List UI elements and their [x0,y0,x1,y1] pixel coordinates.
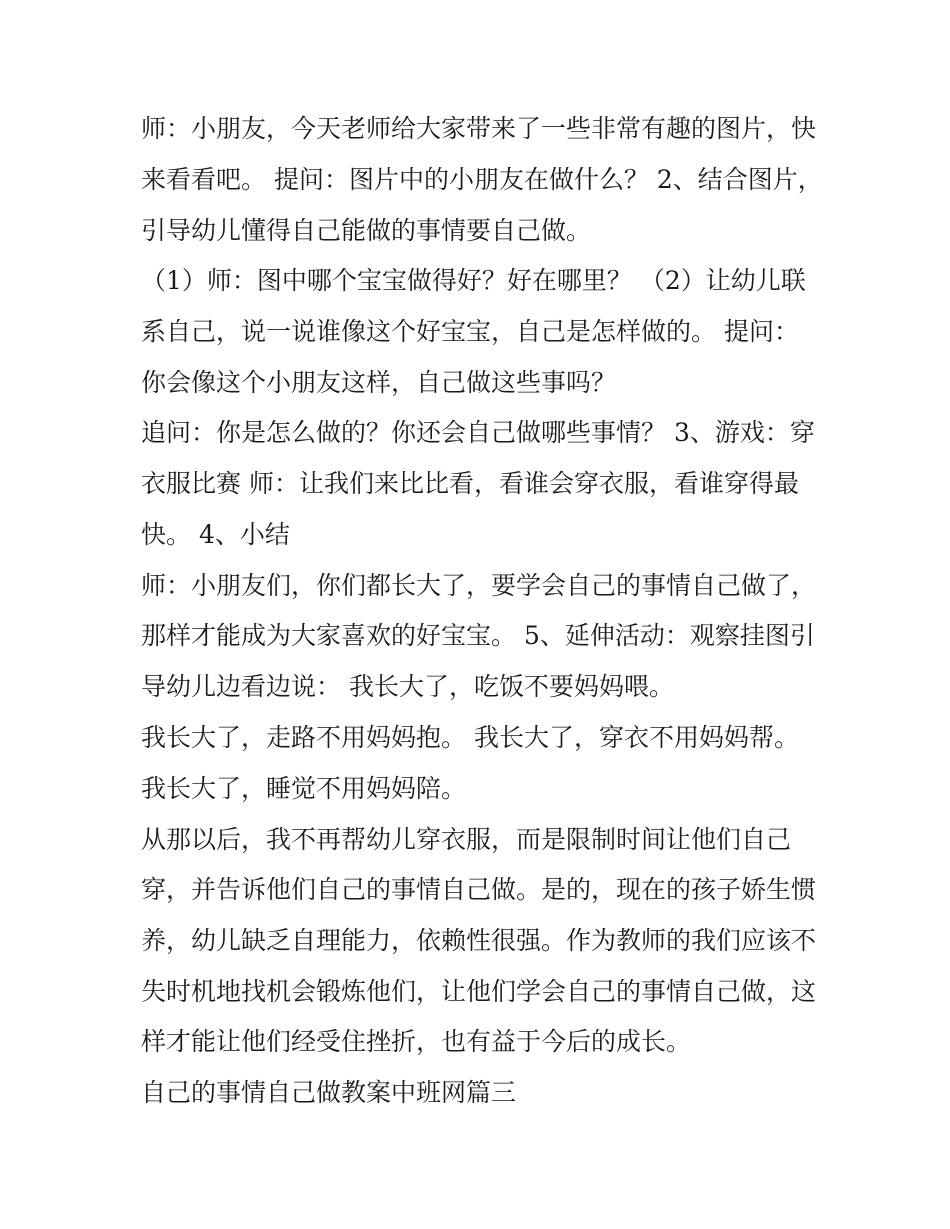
text-line: 系自己，说一说谁像这个好宝宝，自己是怎样做的。 提问： [141,317,799,346]
text-line: 养，幼儿缺乏自理能力，依赖性很强。作为教师的我们应该不 [141,926,817,955]
text-line: 导幼儿边看边说： 我长大了，吃饭不要妈妈喂。 [141,672,674,701]
text-line: 你会像这个小朋友这样，自己做这些事吗？ [141,368,617,397]
text-line: 我长大了，走路不用妈妈抱。 我长大了，穿衣不用妈妈帮。 [141,723,799,752]
text-line: 追问：你是怎么做的？你还会自己做哪些事情？ 3、游戏：穿 [141,418,815,447]
text-line: 师：小朋友，今天老师给大家带来了一些非常有趣的图片，快 [141,114,817,143]
text-line: 快。 4、小结 [141,520,290,549]
text-line: 引导幼儿懂得自己能做的事情要自己做。 [141,216,592,245]
text-line: 失时机地找机会锻炼他们，让他们学会自己的事情自己做，这 [141,977,817,1006]
text-line: 那样才能成为大家喜欢的好宝宝。 5、延伸活动：观察挂图引 [141,621,815,650]
text-line: 衣服比赛 师：让我们来比比看，看谁会穿衣服，看谁穿得最 [141,469,799,498]
text-line: （1）师：图中哪个宝宝做得好？好在哪里？ （2）让幼儿联 [141,266,806,295]
text-line: 师：小朋友们，你们都长大了，要学会自己的事情自己做了， [141,571,817,600]
section-heading: 自己的事情自己做教案中班网篇三 [141,1078,517,1107]
text-line: 样才能让他们经受住挫折，也有益于今后的成长。 [141,1027,692,1056]
text-line: 从那以后，我不再帮幼儿穿衣服，而是限制时间让他们自己 [141,825,792,854]
text-line: 我长大了，睡觉不用妈妈陪。 [141,774,467,803]
text-line: 穿，并告诉他们自己的事情自己做。是的，现在的孩子娇生惯 [141,875,817,904]
text-line: 来看看吧。 提问：图片中的小朋友在做什么？ 2、结合图片， [141,165,823,194]
